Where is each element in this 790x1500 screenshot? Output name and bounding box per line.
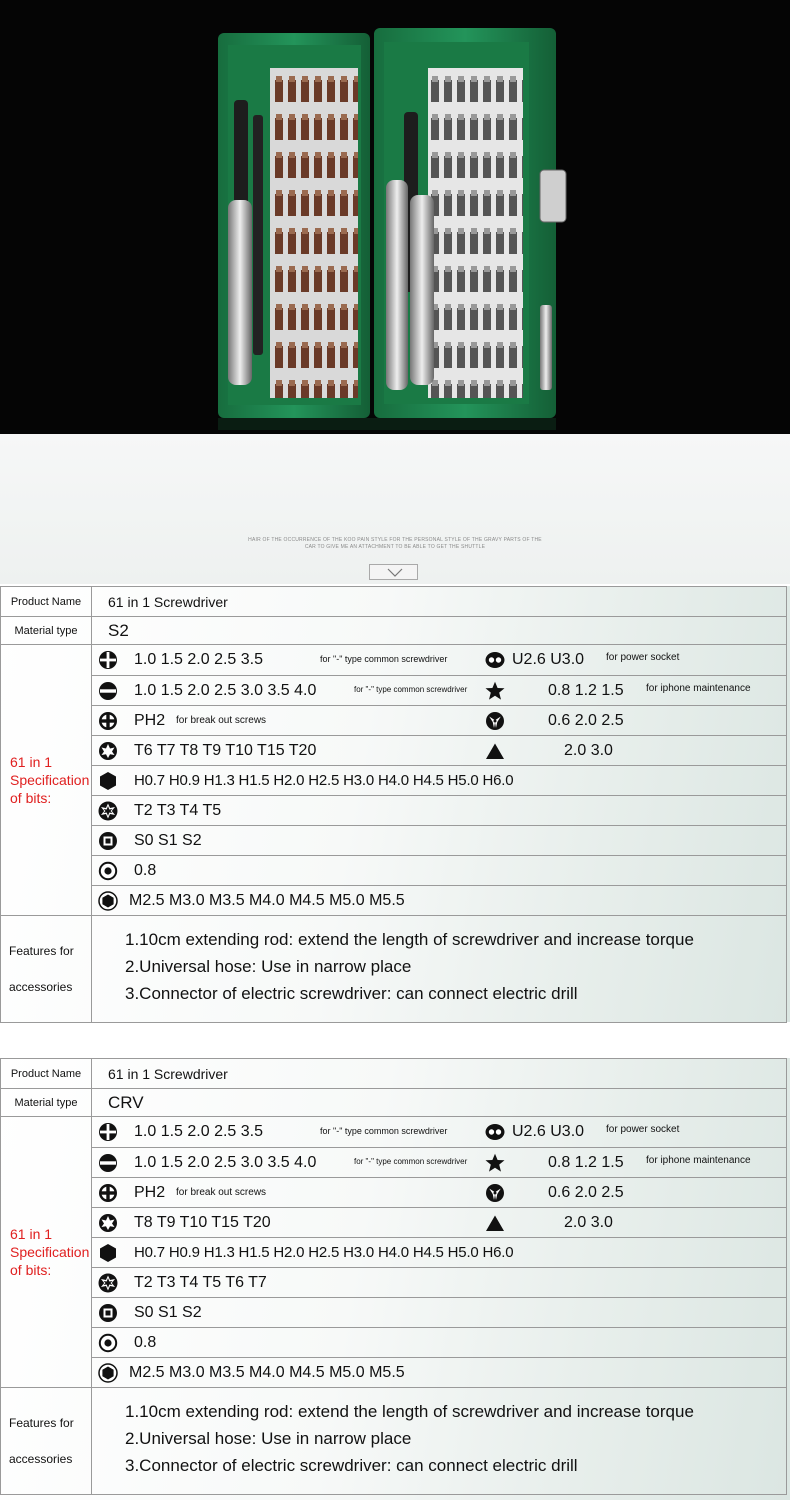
slotted-bit-icon [98, 681, 118, 701]
caption-text [220, 537, 570, 551]
bit-row [92, 825, 786, 855]
cross-bit-icon [98, 650, 118, 670]
bit-row [92, 1147, 786, 1177]
bit-note-right: for iphone maintenance [646, 683, 751, 694]
screwdriver-case-illustration [0, 0, 790, 434]
circle-dot-bit-icon [98, 1333, 118, 1353]
bit-row [92, 885, 786, 915]
bit-note-right: for iphone maintenance [646, 1155, 751, 1166]
feature-item: 2.Universal hose: Use in narrow place [125, 957, 412, 976]
caption-line-1: HAIR OF THE OCCURRENCE OF THE KOO PAIN STYLE FOR THE PERSONAL STYLE OF THE GRAVY PARTS OF THE [248, 537, 542, 543]
bit-row [92, 735, 786, 765]
tri-wing-bit-icon [485, 711, 505, 731]
u-type-bit-icon [485, 1122, 505, 1142]
bit-sizes-right: U2.6 U3.0 [512, 651, 585, 668]
circle-dot-bit-icon [98, 861, 118, 881]
spec-of-bits-label [1, 1117, 92, 1388]
spec-table-s2 [0, 586, 790, 1022]
bit-sizes: S0 S1 S2 [134, 1304, 202, 1321]
scroll-down-button[interactable] [369, 564, 418, 580]
bit-sizes: T2 T3 T4 T5 T6 T7 [134, 1274, 267, 1291]
bit-sizes-right: 0.8 1.2 1.5 [548, 682, 624, 699]
bit-row [92, 1297, 786, 1327]
product-photo [0, 0, 790, 434]
bit-row [92, 675, 786, 705]
bit-note: for "-" type common screwdriver [320, 654, 448, 664]
features-label [1, 916, 92, 1023]
bit-row [92, 705, 786, 735]
pentalobe-bit-icon [485, 1153, 505, 1173]
features-label-line-1: Features for [9, 1416, 74, 1430]
feature-item: 1.10cm extending rod: extend the length of screwdriver and increase torque [125, 1402, 694, 1421]
material-type-value: S2 [92, 617, 787, 645]
caption-line-2: CAR TO GIVE ME AN ATTACHMENT TO BE ABLE TO GET THE SHUTTLE [304, 544, 486, 550]
bit-sizes-right: 0.6 2.0 2.5 [548, 1184, 624, 1201]
bit-sizes: 1.0 1.5 2.0 2.5 3.0 3.5 4.0 [134, 1154, 317, 1171]
bit-note-right: for power socket [606, 1124, 680, 1135]
star-bit-icon [98, 1273, 118, 1293]
bit-row [92, 855, 786, 885]
bit-note: for break out screws [176, 1187, 267, 1198]
bit-row [92, 1357, 786, 1387]
bits-list [92, 645, 787, 916]
spec-of-bits-label [1, 645, 92, 916]
bit-sizes: T8 T9 T10 T15 T20 [134, 1214, 271, 1231]
bit-sizes: 0.8 [134, 862, 157, 879]
feature-item: 1.10cm extending rod: extend the length of screwdriver and increase torque [125, 930, 694, 949]
material-type-label: Material type [1, 1089, 92, 1117]
features-list [92, 916, 787, 1023]
bit-sizes: 1.0 1.5 2.0 2.5 3.0 3.5 4.0 [134, 682, 317, 699]
features-label [1, 1388, 92, 1495]
u-type-bit-icon [485, 650, 505, 670]
chevron-down-icon [387, 568, 403, 577]
bit-sizes: T6 T7 T8 T9 T10 T15 T20 [134, 742, 317, 759]
bit-sizes: H0.7 H0.9 H1.3 H1.5 H2.0 H2.5 H3.0 H4.0 H4.5 H5.0 H6.0 [134, 1244, 514, 1261]
bit-sizes-right: 0.8 1.2 1.5 [548, 1154, 624, 1171]
bit-row [92, 1327, 786, 1357]
feature-item: 2.Universal hose: Use in narrow place [125, 1429, 412, 1448]
features-label-line-1: Features for [9, 944, 74, 958]
feature-item: 3.Connector of electric screwdriver: can connect electric drill [125, 984, 578, 1003]
pentalobe-bit-icon [485, 681, 505, 701]
bit-sizes-right: 2.0 3.0 [564, 1214, 613, 1231]
triangle-bit-icon [485, 741, 505, 761]
features-label-line-2: accessories [9, 980, 73, 994]
bit-row [92, 1207, 786, 1237]
bit-sizes-right: U2.6 U3.0 [512, 1123, 585, 1140]
features-list [92, 1388, 787, 1495]
product-name-value: 61 in 1 Screwdriver [92, 1059, 787, 1089]
bit-note: for "-" type common screwdriver [354, 1157, 468, 1166]
nut-bit-icon [98, 1363, 118, 1383]
bit-note-right: for power socket [606, 652, 680, 663]
product-name-label: Product Name [1, 587, 92, 617]
bit-sizes: T2 T3 T4 T5 [134, 802, 222, 819]
bit-sizes: 1.0 1.5 2.0 2.5 3.5 [134, 1123, 263, 1140]
bit-sizes-right: 2.0 3.0 [564, 742, 613, 759]
triangle-bit-icon [485, 1213, 505, 1233]
bits-list [92, 1117, 787, 1388]
bit-sizes: PH2 [134, 712, 166, 729]
slotted-bit-icon [98, 1153, 118, 1173]
tri-wing-bit-icon [485, 1183, 505, 1203]
hex-bit-icon [98, 1243, 118, 1263]
material-type-label: Material type [1, 617, 92, 645]
bit-row [92, 1267, 786, 1297]
spec-table-crv [0, 1058, 790, 1500]
torx-bit-icon [98, 1213, 118, 1233]
star-bit-icon [98, 801, 118, 821]
feature-item: 3.Connector of electric screwdriver: can connect electric drill [125, 1456, 578, 1475]
bit-sizes-right: 0.6 2.0 2.5 [548, 712, 624, 729]
bit-note: for "-" type common screwdriver [320, 1126, 448, 1136]
spec-of-bits-text: 61 in 1 Specification of bits: [10, 1226, 90, 1278]
spec-of-bits-text: 61 in 1 Specification of bits: [10, 754, 90, 806]
phillips-bit-icon [98, 711, 118, 731]
bit-note: for break out screws [176, 715, 267, 726]
material-type-value: CRV [92, 1089, 787, 1117]
hex-bit-icon [98, 771, 118, 791]
bit-sizes: M2.5 M3.0 M3.5 M4.0 M4.5 M5.0 M5.5 [129, 1364, 405, 1381]
bit-row [92, 765, 786, 795]
bit-sizes: M2.5 M3.0 M3.5 M4.0 M4.5 M5.0 M5.5 [129, 892, 405, 909]
bit-sizes: 1.0 1.5 2.0 2.5 3.5 [134, 651, 263, 668]
bit-row [92, 1177, 786, 1207]
bit-sizes: 0.8 [134, 1334, 157, 1351]
bit-row [92, 795, 786, 825]
bit-sizes: PH2 [134, 1184, 166, 1201]
bit-row [92, 1237, 786, 1267]
product-name-label: Product Name [1, 1059, 92, 1089]
caption-area [0, 434, 790, 584]
bit-row [92, 645, 786, 675]
bit-row [92, 1117, 786, 1147]
nut-bit-icon [98, 891, 118, 911]
torx-bit-icon [98, 741, 118, 761]
bit-note: for "-" type common screwdriver [354, 685, 468, 694]
square-bit-icon [98, 831, 118, 851]
bit-sizes: S0 S1 S2 [134, 832, 202, 849]
phillips-bit-icon [98, 1183, 118, 1203]
square-bit-icon [98, 1303, 118, 1323]
cross-bit-icon [98, 1122, 118, 1142]
features-label-line-2: accessories [9, 1452, 73, 1466]
bit-sizes: H0.7 H0.9 H1.3 H1.5 H2.0 H2.5 H3.0 H4.0 H4.5 H5.0 H6.0 [134, 772, 514, 789]
product-name-value: 61 in 1 Screwdriver [92, 587, 787, 617]
